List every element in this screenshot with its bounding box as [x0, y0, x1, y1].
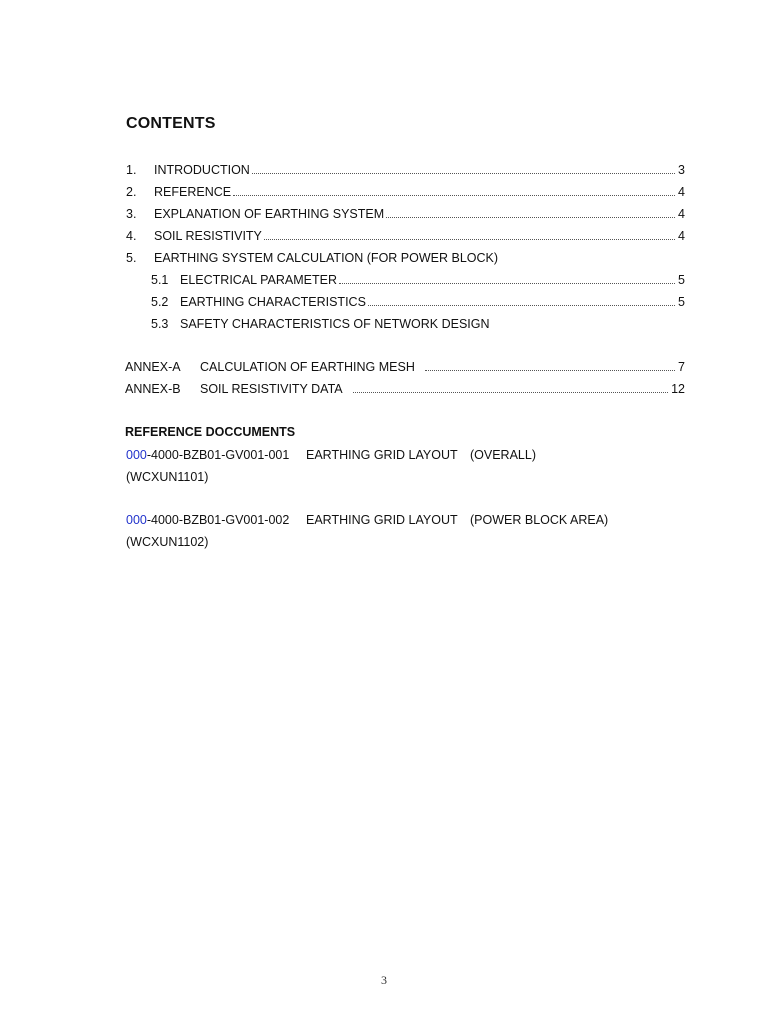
toc-entry-soil-resistivity	[126, 227, 685, 245]
reference-scope: (POWER BLOCK AREA)	[470, 513, 609, 527]
toc-entry-reference	[126, 183, 685, 201]
annex-page: 12	[671, 382, 685, 396]
dot-leader	[386, 216, 675, 218]
reference-code-rest: -4000-BZB01-GV001-002	[146, 513, 290, 527]
toc-entry-page: 4	[678, 229, 685, 243]
reference-title: EARTHING GRID LAYOUT	[306, 448, 458, 462]
contents-heading: CONTENTS	[126, 115, 216, 132]
annex-label: ANNEX-A	[125, 360, 181, 374]
toc-entry-number: 5.2	[151, 295, 169, 309]
toc-subentry-electrical-parameter	[151, 271, 685, 289]
toc-entry-number: 1.	[126, 163, 137, 177]
annex-title: SOIL RESISTIVITY DATA	[200, 382, 343, 396]
dot-leader	[353, 391, 668, 393]
toc-subentry-earthing-characteristics	[151, 293, 685, 311]
reference-id: (WCXUN1101)	[126, 470, 209, 484]
toc-entry-number: 5.	[126, 251, 137, 265]
toc-entry-page: 4	[678, 207, 685, 221]
annex-entry-a	[125, 358, 685, 376]
toc-entry-number: 2.	[126, 185, 137, 199]
dot-leader	[264, 238, 675, 240]
reference-id: (WCXUN1102)	[126, 535, 209, 549]
annex-entry-b	[125, 380, 685, 398]
dot-leader	[252, 172, 675, 174]
toc-entry-introduction	[126, 161, 685, 179]
toc-entry-title: INTRODUCTION	[154, 163, 250, 177]
reference-code-prefix: 000	[126, 513, 147, 527]
reference-code-rest: -4000-BZB01-GV001-001	[146, 448, 290, 462]
dot-leader	[233, 194, 675, 196]
toc-entry-title: SOIL RESISTIVITY	[154, 229, 262, 243]
toc-entry-title: REFERENCE	[154, 185, 232, 199]
toc-subentry-safety-characteristics	[151, 315, 685, 333]
toc-entry-page: 5	[678, 295, 685, 309]
toc-entry-number: 3.	[126, 207, 137, 221]
annex-page: 7	[678, 360, 685, 374]
toc-entry-page: 5	[678, 273, 685, 287]
annex-label: ANNEX-B	[125, 382, 181, 396]
reference-entry	[126, 511, 608, 529]
reference-code-prefix: 000	[126, 448, 147, 462]
toc-entry-explanation	[126, 205, 685, 223]
dot-leader	[339, 282, 675, 284]
reference-code	[126, 446, 306, 464]
toc-entry-page: 4	[678, 185, 685, 199]
annex-title: CALCULATION OF EARTHING MESH	[200, 360, 415, 374]
toc-entry-title: EARTHING CHARACTERISTICS	[180, 295, 366, 309]
dot-leader	[425, 369, 675, 371]
reference-title: EARTHING GRID LAYOUT	[306, 513, 458, 527]
reference-scope: (OVERALL)	[470, 448, 536, 462]
toc-entry-page: 3	[678, 163, 685, 177]
toc-entry-number: 4.	[126, 229, 137, 243]
dot-leader	[368, 304, 675, 306]
toc-entry-title: SAFETY CHARACTERISTICS OF NETWORK DESIGN	[180, 317, 490, 331]
toc-entry-number: 5.3	[151, 317, 169, 331]
reference-entry	[126, 446, 536, 464]
page-number: 3	[381, 973, 387, 987]
toc-entry-title: EXPLANATION OF EARTHING SYSTEM	[154, 207, 385, 221]
reference-code	[126, 511, 306, 529]
toc-entry-title: ELECTRICAL PARAMETER	[180, 273, 337, 287]
toc-entry-earthing-calculation	[126, 249, 685, 267]
reference-documents-heading: REFERENCE DOCCUMENTS	[125, 425, 296, 439]
toc-entry-title: EARTHING SYSTEM CALCULATION (FOR POWER BLOCK)	[154, 251, 499, 265]
toc-entry-number: 5.1	[151, 273, 169, 287]
